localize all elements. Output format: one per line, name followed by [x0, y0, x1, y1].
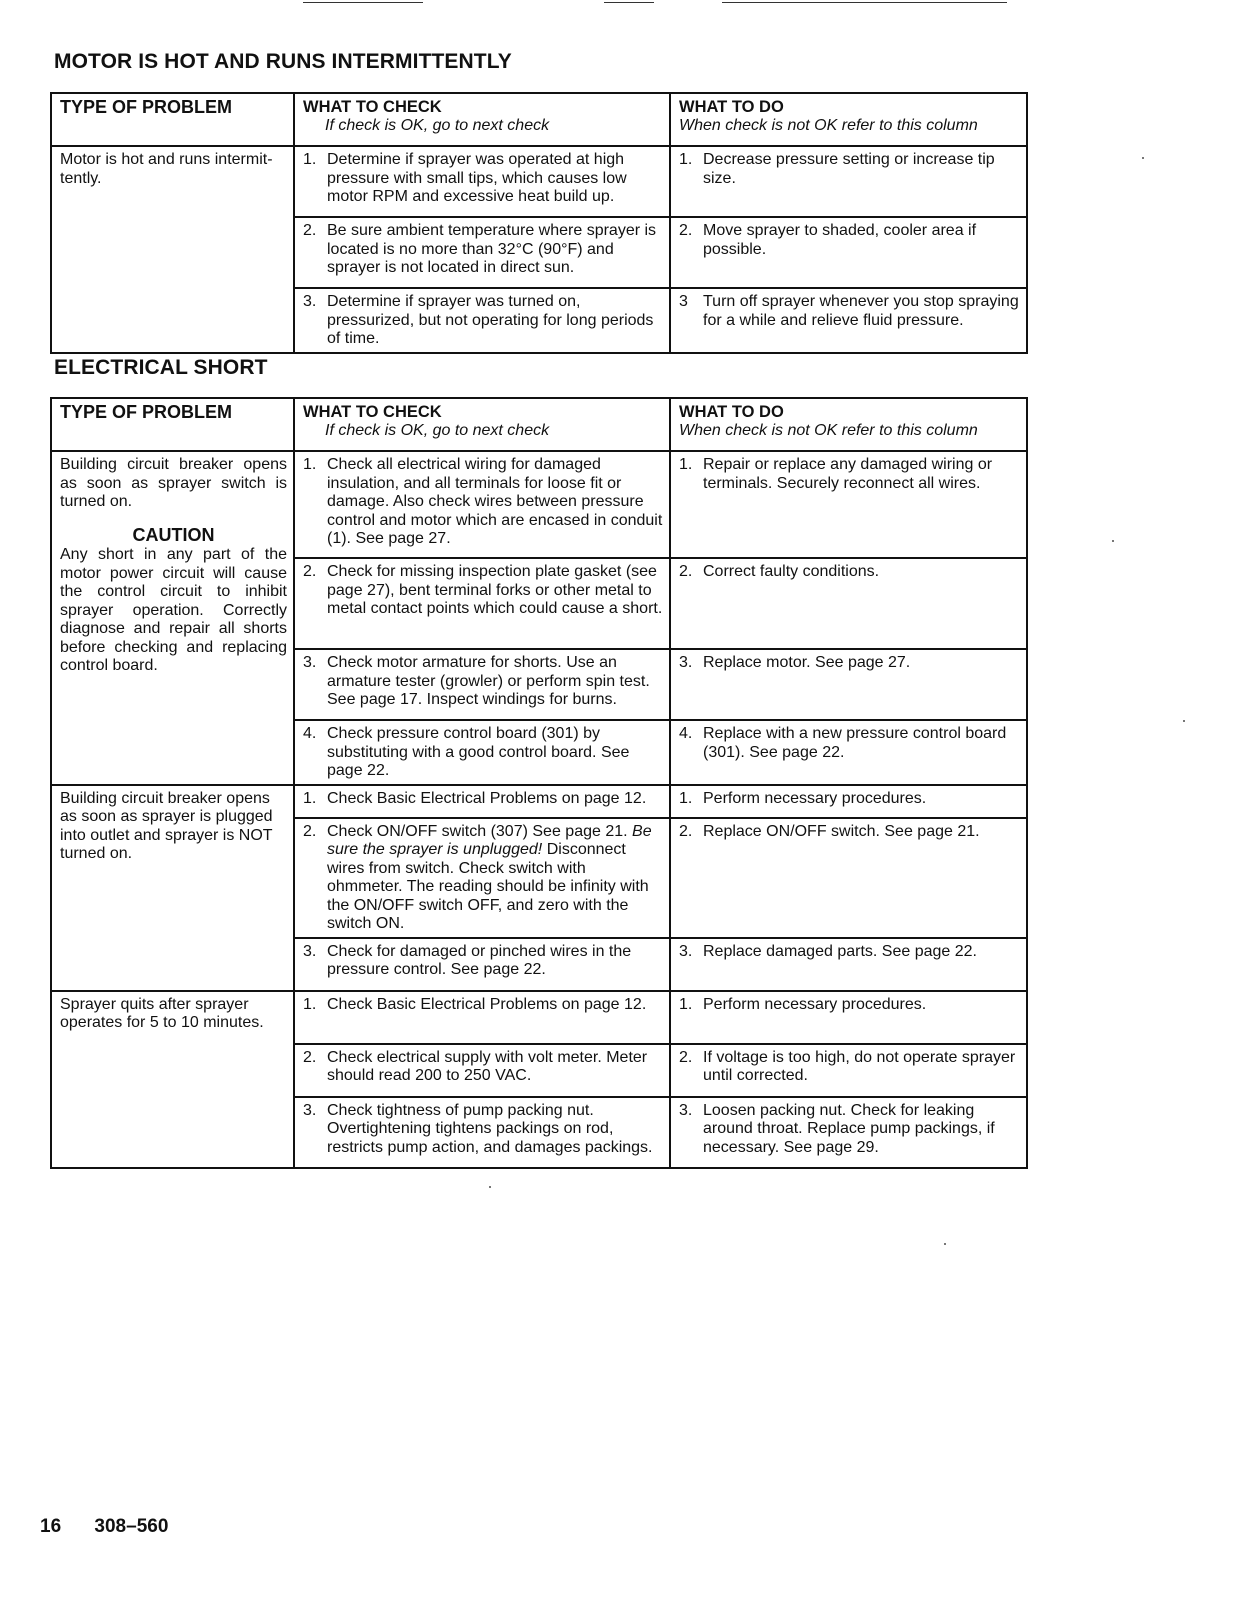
header-what-to-do: WHAT TO DO When check is not OK refer to this column: [670, 93, 1027, 146]
todo-cell: 2. Replace ON/OFF switch. See page 21.: [670, 818, 1027, 938]
caution-text: Any short in any part of the motor power circuit will cause the control circuit to inhibit sprayer operation. Correctly diagnose and repair all shorts before checking and replacing control board.: [60, 546, 287, 674]
table-header-row: [51, 398, 1027, 451]
todo-cell: 3 Turn off sprayer whenever you stop spraying for a while and relieve fluid pressure.: [670, 288, 1027, 353]
todo-cell: 1. Perform necessary procedures.: [670, 991, 1027, 1044]
todo-cell: 2. If voltage is too high, do not operate sprayer until corrected.: [670, 1044, 1027, 1097]
todo-cell: 2. Move sprayer to shaded, cooler area if possible.: [670, 217, 1027, 288]
scan-line: [604, 2, 654, 3]
table-row: [51, 451, 1027, 558]
check-cell: 3. Check tightness of pump packing nut. Overtightening tightens packings on rod, restricts pump action, and damages packings.: [294, 1097, 670, 1168]
electrical-short-table: [50, 397, 1028, 1169]
motor-hot-table: [50, 92, 1028, 354]
scan-line: [722, 2, 1007, 3]
check-cell: 3. Determine if sprayer was turned on, pressurized, but not operating for long periods of time.: [294, 288, 670, 353]
scan-speck: [489, 1186, 491, 1188]
section-title-motor-hot: MOTOR IS HOT AND RUNS INTERMITTENTLY: [54, 50, 512, 73]
check-cell: 2. Check electrical supply with volt meter. Meter should read 200 to 250 VAC.: [294, 1044, 670, 1097]
check-cell: 2. Check ON/OFF switch (307) See page 21. Be sure the sprayer is unplugged! Disconnect wires from switch. Check switch with ohmmeter. The reading should be infinity with the ON/OFF switch OFF, and zero with the switch ON.: [294, 818, 670, 938]
check-cell: 2. Be sure ambient temperature where sprayer is located is no more than 32°C (90°F) and sprayer is not located in direct sun.: [294, 217, 670, 288]
scan-speck: [1112, 540, 1114, 542]
todo-cell: 3. Replace damaged parts. See page 22.: [670, 938, 1027, 991]
check-cell: 3. Check motor armature for shorts. Use an armature tester (growler) or perform spin test. See page 17. Inspect windings for burns.: [294, 649, 670, 720]
document-number: 308–560: [94, 1516, 169, 1537]
todo-cell: 3. Loosen packing nut. Check for leaking around throat. Replace pump packings, if necessary. See page 29.: [670, 1097, 1027, 1168]
table-row: [51, 785, 1027, 818]
todo-cell: 3. Replace motor. See page 27.: [670, 649, 1027, 720]
check-cell: 1. Check Basic Electrical Problems on page 12.: [294, 991, 670, 1044]
scan-speck: [1183, 720, 1185, 722]
header-what-to-check: WHAT TO CHECK If check is OK, go to next check: [294, 93, 670, 146]
header-type: TYPE OF PROBLEM: [51, 93, 294, 146]
caution-title: CAUTION: [132, 524, 215, 545]
header-what-to-check: WHAT TO CHECK If check is OK, go to next check: [294, 398, 670, 451]
check-cell: 1. Check Basic Electrical Problems on page 12.: [294, 785, 670, 818]
scan-speck: [944, 1243, 946, 1245]
section-title-electrical-short: ELECTRICAL SHORT: [54, 356, 268, 379]
problem-cell: Building circuit breaker opens as soon as sprayer is plugged into outlet and sprayer is NOT turned on.: [51, 785, 294, 991]
check-cell: 1. Determine if sprayer was operated at high pressure with small tips, which causes low motor RPM and excessive heat build up.: [294, 146, 670, 217]
page-footer: [40, 1516, 168, 1538]
problem-cell: Building circuit breaker opens as soon as sprayer switch is turned on. CAUTION Any short in any part of the motor power circuit will cause the control circuit to inhibit sprayer operation. Correctly diagnose and repair all shorts before checking and replacing control board.: [51, 451, 294, 785]
problem-cell: Sprayer quits after sprayer operates for 5 to 10 minutes.: [51, 991, 294, 1168]
table-row: [51, 146, 1027, 217]
header-what-to-do: WHAT TO DO When check is not OK refer to this column: [670, 398, 1027, 451]
table-header-row: [51, 93, 1027, 146]
table-row: [51, 991, 1027, 1044]
check-cell: 2. Check for missing inspection plate gasket (see page 27), bent terminal forks or other metal to metal contact points which could cause a short.: [294, 558, 670, 649]
check-cell: 4. Check pressure control board (301) by substituting with a good control board. See page 22.: [294, 720, 670, 785]
problem-cell: Motor is hot and runs intermit-tently.: [51, 146, 294, 353]
todo-cell: 1. Repair or replace any damaged wiring or terminals. Securely reconnect all wires.: [670, 451, 1027, 558]
check-cell: 1. Check all electrical wiring for damaged insulation, and all terminals for loose fit or damage. Also check wires between pressure control and motor which are encased in conduit (1). See page 27.: [294, 451, 670, 558]
todo-cell: 1. Perform necessary procedures.: [670, 785, 1027, 818]
todo-cell: 2. Correct faulty conditions.: [670, 558, 1027, 649]
todo-cell: 4. Replace with a new pressure control board (301). See page 22.: [670, 720, 1027, 785]
page-number: 16: [40, 1516, 62, 1537]
check-cell: 3. Check for damaged or pinched wires in the pressure control. See page 22.: [294, 938, 670, 991]
scan-line: [303, 2, 423, 3]
todo-cell: 1. Decrease pressure setting or increase tip size.: [670, 146, 1027, 217]
scan-speck: [1142, 157, 1144, 159]
header-type: TYPE OF PROBLEM: [51, 398, 294, 451]
